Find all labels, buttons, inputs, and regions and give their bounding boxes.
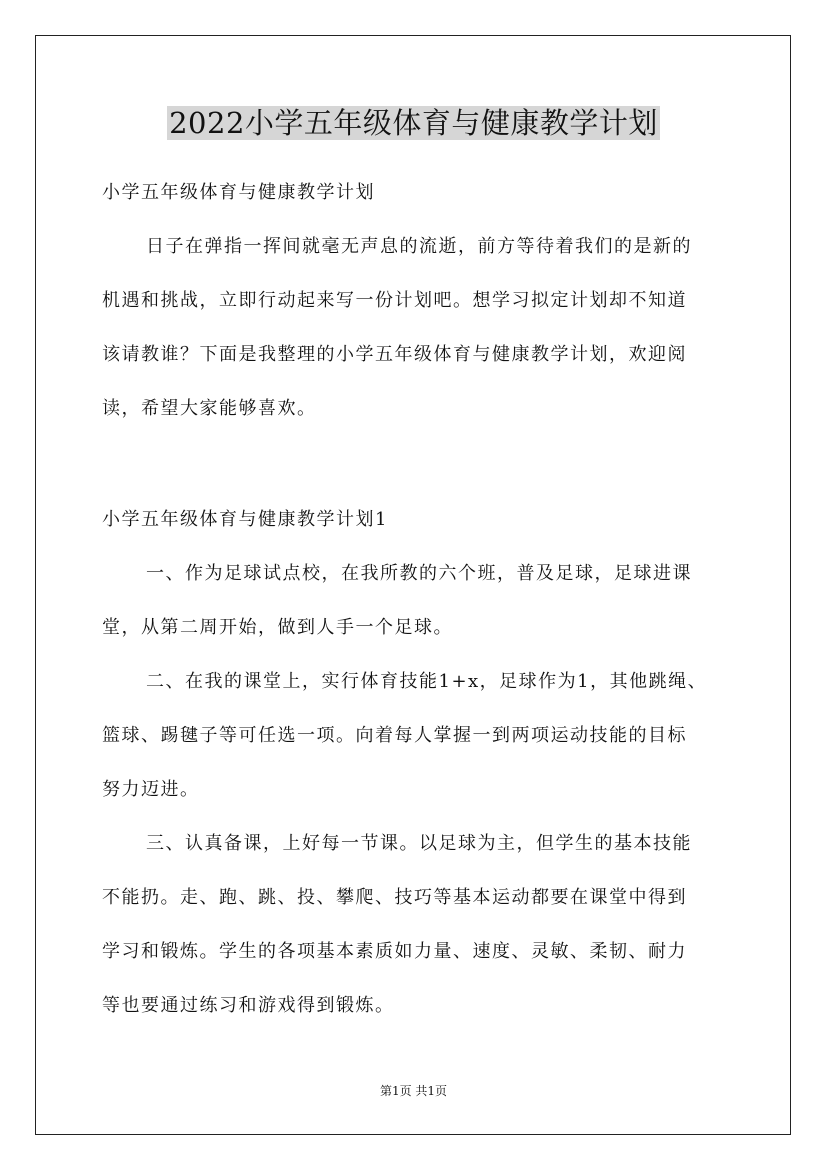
item-3-line-3: 学习和锻炼。学生的各项基本素质如力量、速度、灵敏、柔韧、耐力 — [102, 941, 687, 962]
intro-paragraph-line-4: 读，希望大家能够喜欢。 — [102, 398, 317, 419]
item-2-line-3: 努力迈进。 — [102, 779, 200, 800]
page-footer: 第1页 共1页 — [379, 1084, 448, 1098]
intro-paragraph-line-3: 该请教谁？下面是我整理的小学五年级体育与健康教学计划，欢迎阅 — [102, 344, 687, 365]
item-3-line-4: 等也要通过练习和游戏得到锻炼。 — [102, 995, 395, 1016]
item-3-line-2: 不能扔。走、跑、跳、投、攀爬、技巧等基本运动都要在课堂中得到 — [102, 887, 687, 908]
intro-paragraph-line-2: 机遇和挑战，立即行动起来写一份计划吧。想学习拟定计划却不知道 — [102, 290, 687, 311]
item-1-line-1: 一、作为足球试点校，在我所教的六个班，普及足球，足球进课 — [146, 563, 692, 584]
item-1-line-2: 堂，从第二周开始，做到人手一个足球。 — [102, 617, 453, 638]
item-2-line-2: 篮球、踢毽子等可任选一项。向着每人掌握一到两项运动技能的目标 — [102, 725, 687, 746]
section-heading-plan-1: 小学五年级体育与健康教学计划1 — [102, 509, 388, 530]
item-3-line-1: 三、认真备课，上好每一节课。以足球为主，但学生的基本技能 — [146, 833, 692, 854]
subtitle-line: 小学五年级体育与健康教学计划 — [102, 182, 375, 203]
intro-paragraph-line-1: 日子在弹指一挥间就毫无声息的流逝，前方等待着我们的是新的 — [146, 236, 692, 257]
item-2-line-1: 二、在我的课堂上，实行体育技能1+x，足球作为1，其他跳绳、 — [146, 671, 708, 692]
document-title — [0, 104, 827, 142]
document-title-text: 2022小学五年级体育与健康教学计划 — [169, 106, 658, 140]
